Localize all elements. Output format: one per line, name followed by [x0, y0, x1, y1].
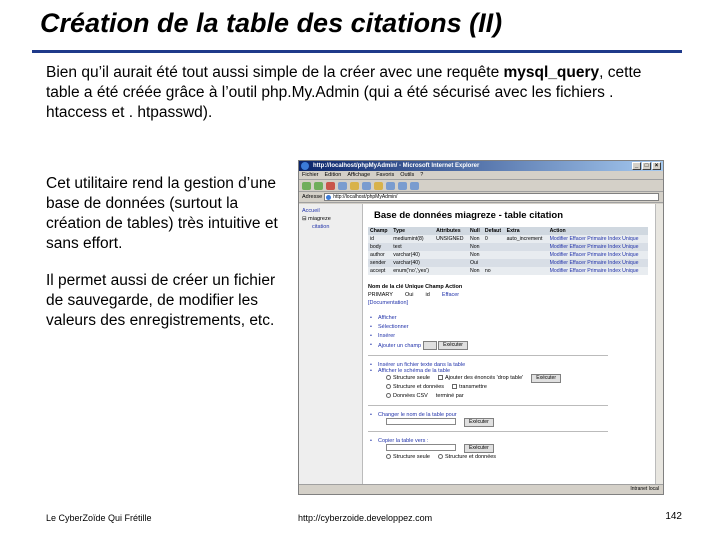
- opt-structure[interactable]: [386, 374, 430, 383]
- rename-label: • Changer le nom de la table pour: [368, 412, 651, 418]
- cell-action-links[interactable]: Modifier Effacer Primaire Index Unique: [548, 267, 648, 275]
- stop-icon[interactable]: [326, 182, 335, 190]
- checkbox-icon: [452, 384, 457, 389]
- cell-attr: [434, 251, 468, 259]
- dump-options-row-1: [368, 374, 651, 383]
- add-field-exec-button[interactable]: Exécuter: [438, 341, 468, 350]
- cell-type: varchar(40): [391, 259, 434, 267]
- cell-champ: accept: [368, 267, 391, 275]
- cell-action-links[interactable]: Modifier Effacer Primaire Index Unique: [548, 243, 648, 251]
- field-count-select[interactable]: [423, 341, 437, 350]
- forward-icon[interactable]: [314, 182, 323, 190]
- menu-edition[interactable]: Edition: [324, 172, 342, 178]
- cell-defaut: [483, 251, 505, 259]
- copy-label: • Copier la table vers :: [368, 438, 651, 444]
- copy-exec-button[interactable]: Exécuter: [464, 444, 494, 453]
- index-delete-link[interactable]: Effacer: [441, 292, 460, 298]
- fields-table: [368, 227, 648, 275]
- dump-section: [368, 362, 651, 401]
- index-row: [368, 292, 651, 298]
- col-null: Null: [468, 227, 483, 235]
- documentation-link[interactable]: [Documentation]: [368, 300, 409, 306]
- cell-extra: [505, 243, 548, 251]
- opt-drop[interactable]: [438, 374, 523, 383]
- table-row: [368, 251, 648, 259]
- footer-author: Le CyberZoïde Qui Frétille: [46, 513, 152, 523]
- opt-csv-label: Données CSV: [393, 392, 428, 399]
- table-row: [368, 243, 648, 251]
- ie-icon: [301, 162, 309, 170]
- rename-input[interactable]: [386, 418, 456, 425]
- close-button[interactable]: ×: [652, 162, 661, 170]
- history-icon[interactable]: [386, 182, 395, 190]
- cell-null: Non: [468, 235, 483, 243]
- afficher-link[interactable]: • Afficher: [368, 314, 651, 323]
- rename-row: [368, 418, 651, 427]
- col-champ: Champ: [368, 227, 391, 235]
- cell-null: Non: [468, 267, 483, 275]
- cell-attr: [434, 259, 468, 267]
- browser-toolbar: [299, 180, 663, 192]
- divider: [368, 405, 608, 406]
- opt-csv[interactable]: [386, 392, 428, 401]
- cell-type: varchar(40): [391, 251, 434, 259]
- cell-attr: UNSIGNED: [434, 235, 468, 243]
- radio-icon: [386, 375, 391, 380]
- home-icon[interactable]: [350, 182, 359, 190]
- radio-icon: [386, 393, 391, 398]
- window-controls: [632, 162, 661, 170]
- opt-transmit-label: transmettre: [459, 383, 487, 390]
- dump-exec-button[interactable]: Exécuter: [531, 374, 561, 383]
- browser-statusbar: [299, 484, 663, 494]
- cell-attr: [434, 243, 468, 251]
- menu-favoris[interactable]: Favoris: [376, 172, 395, 178]
- opt-terminated: terminé par: [435, 392, 464, 399]
- address-bar: [299, 192, 663, 203]
- copy-row-1: [368, 444, 651, 453]
- table-row: [368, 267, 648, 275]
- dump-label: • Afficher le schéma de la table: [368, 368, 651, 374]
- divider: [368, 431, 608, 432]
- intro-text-1: Bien qu’il aurait été tout aussi simple de la créer avec une requête: [46, 64, 504, 81]
- footer-url: http://cyberzoide.developpez.com: [298, 513, 433, 523]
- index-field: id: [425, 292, 430, 298]
- col-defaut: Defaut: [483, 227, 505, 235]
- checkbox-icon: [438, 375, 443, 380]
- address-input[interactable]: http://localhost/phpMyAdmin/: [324, 193, 659, 201]
- cell-champ: sender: [368, 259, 391, 267]
- mail-icon[interactable]: [398, 182, 407, 190]
- table-row: [368, 259, 648, 267]
- refresh-icon[interactable]: [338, 182, 347, 190]
- table-row: [368, 235, 648, 243]
- fields-header-row: [368, 227, 648, 235]
- cell-extra: [505, 251, 548, 259]
- col-attributes: Attributes: [434, 227, 468, 235]
- cell-defaut: no: [483, 267, 505, 275]
- maximize-button[interactable]: □: [642, 162, 651, 170]
- cell-type: text: [391, 243, 434, 251]
- opt-drop-label: Ajouter des énoncés 'drop table': [445, 374, 524, 381]
- cell-extra: [505, 267, 548, 275]
- selectionner-link[interactable]: • Sélectionner: [368, 323, 651, 332]
- col-action: Action: [548, 227, 648, 235]
- table-actions-list: [368, 314, 651, 351]
- browser-titlebar: [299, 161, 663, 171]
- menu-affichage[interactable]: Affichage: [347, 172, 371, 178]
- cell-null: Non: [468, 251, 483, 259]
- rename-exec-button[interactable]: Exécuter: [464, 418, 494, 427]
- radio-icon: [386, 384, 391, 389]
- search-icon[interactable]: [362, 182, 371, 190]
- cell-attr: [434, 267, 468, 275]
- cell-action-links[interactable]: Modifier Effacer Primaire Index Unique: [548, 235, 648, 243]
- browser-screenshot: [298, 160, 664, 495]
- cell-defaut: 0: [483, 235, 505, 243]
- col-extra: Extra: [505, 227, 548, 235]
- copy-section: [368, 438, 651, 462]
- menu-help[interactable]: ?: [420, 172, 424, 178]
- inserer-link[interactable]: • Insérer: [368, 332, 651, 341]
- cell-action-links[interactable]: Modifier Effacer Primaire Index Unique: [548, 259, 648, 267]
- copy-opt1-label: Structure seule: [393, 453, 430, 460]
- intro-text-2: , cette table a été créée grâce à l’outil php.My.Admin (qui a été sécurisé avec les fichiers . htaccess et . htpasswd).: [46, 64, 642, 121]
- dump-options-row-2: [368, 383, 651, 392]
- import-text-link[interactable]: • Insérer un fichier texte dans la table: [368, 362, 651, 368]
- browser-content: [299, 204, 663, 484]
- add-field-label: Ajouter un champ: [378, 342, 422, 349]
- cell-champ: author: [368, 251, 391, 259]
- rename-section: [368, 412, 651, 427]
- page-number: 142: [665, 511, 682, 522]
- cell-type: mediumint(8): [391, 235, 434, 243]
- pma-main-frame: [364, 204, 655, 484]
- vertical-scrollbar[interactable]: [655, 204, 663, 484]
- address-label: Adresse: [302, 194, 323, 200]
- radio-icon: [386, 454, 391, 459]
- print-icon[interactable]: [410, 182, 419, 190]
- index-header: Nom de la clé Unique Champ Action: [368, 284, 463, 290]
- copy-row-2: [368, 453, 651, 462]
- title-underline: [32, 50, 682, 53]
- status-zone: Intranet local: [630, 486, 659, 492]
- menu-fichier[interactable]: Fichier: [302, 172, 319, 178]
- browser-menubar: [299, 171, 663, 180]
- add-field-row: [368, 341, 651, 351]
- cell-defaut: [483, 259, 505, 267]
- index-key: PRIMARY: [368, 292, 393, 298]
- back-icon[interactable]: [302, 182, 311, 190]
- cell-extra: [505, 259, 548, 267]
- cell-champ: id: [368, 235, 391, 243]
- dump-options-row-3: [368, 392, 651, 401]
- browser-title-text: http://localhost/phpMyAdmin/ - Microsoft Internet Explorer: [313, 163, 480, 169]
- divider: [368, 355, 608, 356]
- cell-champ: body: [368, 243, 391, 251]
- paragraph-backup: Il permet aussi de créer un fichier de sauvegarde, de modifier les valeurs des enregistrements, etc.: [46, 272, 276, 329]
- radio-icon: [438, 454, 443, 459]
- favorites-icon[interactable]: [374, 182, 383, 190]
- index-unique: Oui: [404, 292, 414, 298]
- opt-structure-label: Structure seule: [393, 374, 430, 381]
- cell-null: Oui: [468, 259, 483, 267]
- pma-heading: Base de données miagreze - table citation: [374, 210, 563, 221]
- intro-paragraph: [46, 63, 671, 123]
- col-type: Type: [391, 227, 434, 235]
- minimize-button[interactable]: _: [632, 162, 641, 170]
- opt-structure-data[interactable]: [386, 383, 444, 392]
- copy-opt-structure-data[interactable]: [438, 453, 496, 462]
- nav-db-name: miagreze: [308, 216, 331, 222]
- opt-transmit[interactable]: [452, 383, 487, 392]
- menu-outils[interactable]: Outils: [400, 172, 415, 178]
- cell-null: Non: [468, 243, 483, 251]
- copy-opt2-label: Structure et données: [445, 453, 497, 460]
- intro-bold-keyword: mysql_query: [503, 64, 600, 81]
- cell-extra: auto_increment: [505, 235, 548, 243]
- paragraph-utility: Cet utilitaire rend la gestion d’une base de données (surtout la création de tables) très intuitive et sans effort.: [46, 175, 278, 252]
- cell-type: enum('no','yes'): [391, 267, 434, 275]
- cell-action-links[interactable]: Modifier Effacer Primaire Index Unique: [548, 251, 648, 259]
- nav-table-link[interactable]: citation: [312, 224, 330, 230]
- copy-opt-structure[interactable]: [386, 453, 430, 462]
- cell-defaut: [483, 243, 505, 251]
- slide-title: Création de la table des citations (II): [40, 8, 503, 38]
- opt-structure-data-label: Structure et données: [393, 383, 445, 390]
- pma-left-frame: [299, 204, 363, 484]
- copy-input[interactable]: [386, 444, 456, 451]
- nav-db-item[interactable]: ⊟ miagreze: [302, 216, 331, 222]
- nav-home-link[interactable]: Accueil: [302, 208, 320, 214]
